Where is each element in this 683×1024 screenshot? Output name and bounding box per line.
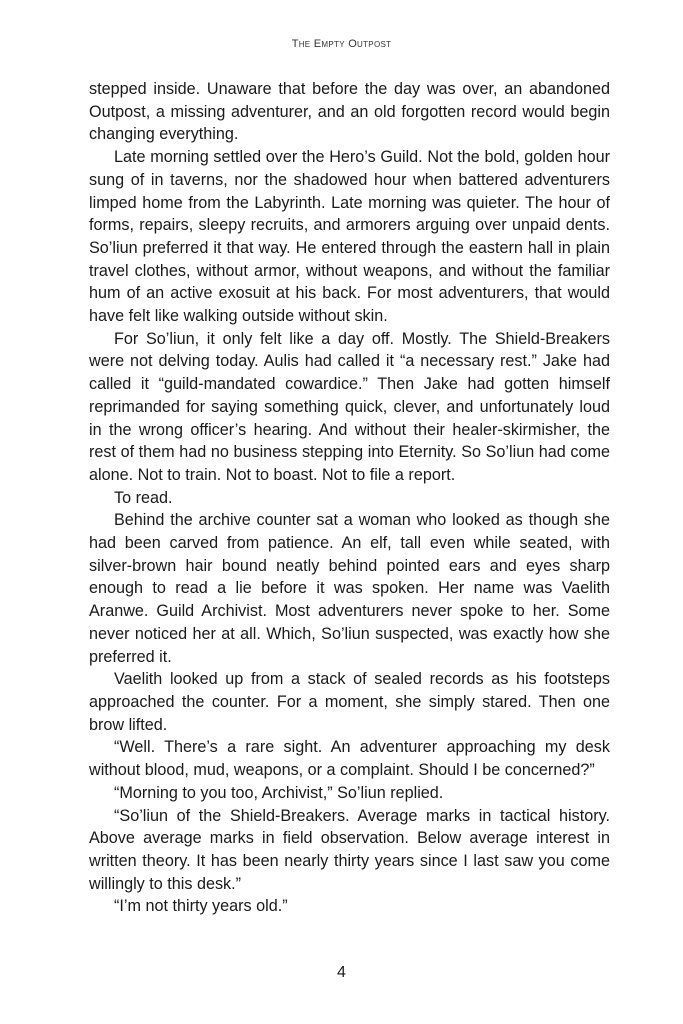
paragraph: “So’liun of the Shield-Breakers. Average marks in tactical history. Above average marks in field observation. Below average interest in written theory. It has been nearly thirty years since I last saw you come willingly to this desk.” — [89, 806, 610, 893]
paragraph: To read. — [114, 488, 173, 507]
paragraph: Late morning settled over the Hero’s Guild. Not the bold, golden hour sung of in taverns, nor the shadowed hour when battered adventurers limped home from the Labyrinth. Late morning was quieter. The hour of forms, repairs, sleepy recruits, and armorers arguing over unpaid dents. So’liun preferred it that way. He entered through the eastern hall in plain travel clothes, without armor, without weapons, and without the familiar hum of an active exosuit at his back. For most adventurers, that would have felt like walking outside without skin. — [89, 148, 610, 326]
paragraph: “Morning to you too, Archivist,” So’liun replied. — [114, 783, 444, 802]
paragraph: “I’m not thirty years old.” — [114, 897, 288, 916]
paragraph: For So’liun, it only felt like a day off. Mostly. The Shield-Breakers were not delving today. Aulis had called it “a necessary rest.” Jake had called it “guild-mandated cowardice.” Then Jake had gotten himself reprimanded for saying something quick, clever, and unfortunately loud in the wrong officer’s hearing. And without their healer-skirmisher, the rest of them had no business stepping into Eternity. So So’liun had come alone. Not to train. Not to boast. Not to file a report. — [89, 329, 610, 484]
page-number: 4 — [337, 964, 346, 981]
running-head: The Empty Outpost — [291, 38, 392, 50]
body-text — [89, 78, 610, 918]
paragraph: stepped inside. Unaware that before the day was over, an abandoned Outpost, a missing adventurer, and an old forgotten record would begin changing everything. — [89, 80, 610, 144]
paragraph: Vaelith looked up from a stack of sealed records as his footsteps approached the counter. For a moment, she simply stared. Then one brow lifted. — [89, 670, 610, 734]
paragraph: “Well. There’s a rare sight. An adventurer approaching my desk without blood, mud, weapons, or a complaint. Should I be concerned?” — [89, 738, 610, 780]
paragraph: Behind the archive counter sat a woman who looked as though she had been carved from patience. An elf, tall even while seated, with silver-brown hair bound neatly behind pointed ears and eyes sharp enough to read a lie before it was spoken. Her name was Vaelith Aranwe. Guild Archivist. Most adventurers never spoke to her. Some never noticed her at all. Which, So’liun suspected, was exactly how she preferred it. — [89, 511, 610, 666]
